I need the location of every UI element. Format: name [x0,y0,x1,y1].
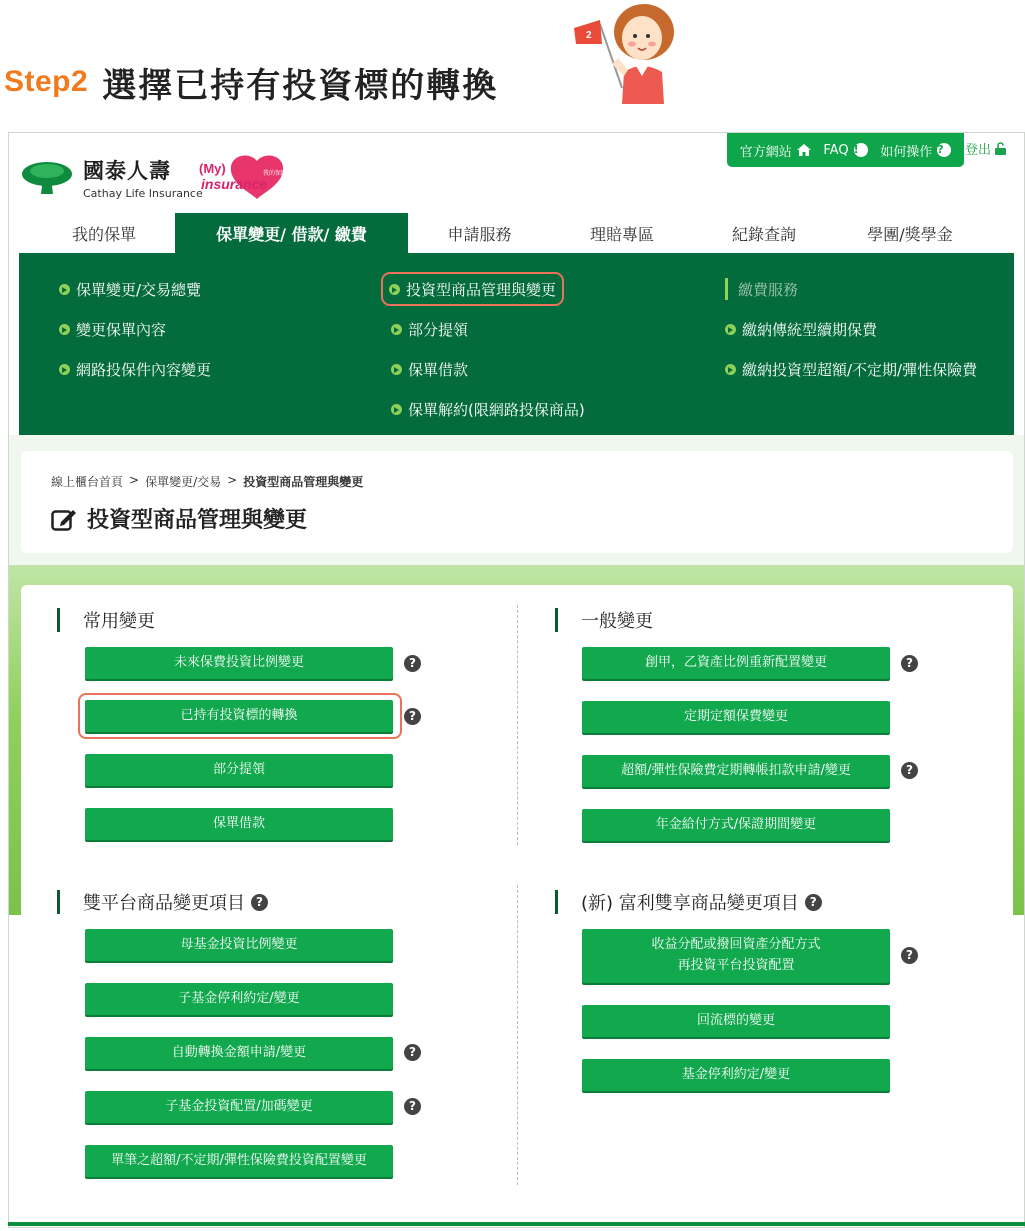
submenu-item-investment-mgmt[interactable] [391,269,585,309]
arrow-bullet-icon [389,284,400,295]
header-card [21,451,1013,553]
help-icon[interactable]: ? [404,655,421,672]
breadcrumb-home[interactable]: 線上櫃台首頁 [51,475,124,489]
mascot-illustration [566,2,676,104]
nav-label: 學團/獎學金 [867,224,953,244]
help-icon[interactable]: ? [805,894,822,911]
submenu-item[interactable] [391,349,585,389]
question-icon: ? [937,143,951,157]
nav-label: 理賠專區 [589,224,654,244]
highlight-box [383,274,562,304]
arrow-bullet-icon [59,284,70,295]
nav-label: 保單變更/ 借款/ 繳費 [216,224,367,244]
step-number: Step2 [4,65,89,98]
nav-scholarship[interactable] [835,213,985,253]
breadcrumb-level2[interactable]: 保單變更/交易 [145,475,222,489]
submenu-label: 繳納傳統型續期保費 [742,320,878,339]
submenu-item[interactable] [391,309,585,349]
unlock-icon [995,142,1006,155]
btn-fund-take-profit[interactable]: 基金停利約定/變更 [582,1059,890,1091]
btn-annuity-payment[interactable]: 年金給付方式/保證期間變更 [582,809,890,841]
nav-claims[interactable] [551,213,693,253]
how-to-link[interactable] [880,141,951,160]
content-card [21,585,1013,1225]
btn-child-fund-allocation[interactable]: 子基金投資配置/加碼變更 [85,1091,393,1123]
nav-records[interactable] [693,213,835,253]
btn-single-excess-allocation[interactable]: 單筆之超額/不定期/彈性保險費投資配置變更 [85,1145,393,1177]
step-title: 選擇已持有投資標的轉換 [102,65,499,106]
btn-excess-premium-debit[interactable]: 超額/彈性保險費定期轉帳扣款申請/變更 [582,755,890,787]
help-icon[interactable]: ? [901,947,918,964]
main-nav [33,213,1023,253]
nav-policy-change[interactable] [175,213,408,253]
btn-regular-premium-change[interactable]: 定期定額保費變更 [582,701,890,733]
submenu-item[interactable] [59,349,211,389]
submenu-label: 部分提領 [408,320,469,339]
top-utility-bar [727,133,964,167]
nav-label: 我的保單 [71,224,136,244]
cathay-logo[interactable] [21,155,203,200]
breadcrumb-separator: > [227,473,238,487]
submenu-label: 變更保單內容 [76,320,167,339]
submenu-label: 投資型商品管理與變更 [406,280,557,299]
btn-auto-switch-amount[interactable]: 自動轉換金額申請/變更 [85,1037,393,1069]
submenu-item[interactable] [391,389,585,429]
column-divider [517,605,518,845]
section-title-text: 雙平台商品變更項目 [83,893,245,914]
btn-partial-withdrawal[interactable]: 部分提領 [85,754,393,786]
submenu-label: 保單解約(限網路投保商品) [408,400,585,419]
btn-fund-switch[interactable]: 已持有投資標的轉換 [85,700,393,732]
submenu-item[interactable] [725,349,977,389]
official-site-link[interactable] [740,141,811,160]
help-icon[interactable]: ? [404,1098,421,1115]
btn-income-distribution[interactable]: 收益分配或撥回資產分配方式 再投資平台投資配置 [582,929,890,983]
btn-policy-loan[interactable]: 保單借款 [85,808,393,840]
page-title-text: 投資型商品管理與變更 [87,508,308,533]
help-icon[interactable]: ? [901,655,918,672]
btn-asset-reallocation[interactable]: 創甲，乙資產比例重新配置變更 [582,647,890,679]
section-title-text: 常用變更 [83,611,155,632]
page-title [51,503,307,534]
btn-future-premium-ratio[interactable]: 未來保費投資比例變更 [85,647,393,679]
breadcrumb [51,473,363,490]
tree-logo-icon [21,160,73,196]
submenu-col-3 [725,269,977,389]
arrow-bullet-icon [391,324,402,335]
btn-child-fund-take-profit[interactable]: 子基金停利約定/變更 [85,983,393,1015]
section-title-text: 一般變更 [581,611,653,632]
official-site-label: 官方網站 [739,144,792,160]
section-title-text: (新) 富利雙享商品變更項目 [581,893,799,914]
submenu-col-1 [59,269,211,389]
edit-icon [51,507,77,531]
faq-label: FAQ [823,142,849,158]
insurance-text: insurance [201,176,268,192]
help-icon[interactable]: ? [901,762,918,779]
payment-service-header: 繳費服務 [725,278,798,300]
faq-link[interactable] [823,143,867,158]
step-header [4,58,498,106]
breadcrumb-separator: > [129,473,140,487]
my-text: (My) [199,161,226,176]
section-title-fuli [581,889,822,915]
submenu-label: 保單借款 [408,360,469,379]
frame-bottom-border [8,1222,1025,1226]
home-icon [797,144,811,156]
section-title-general [581,607,653,633]
help-icon[interactable]: ? [404,708,421,725]
submenu-item[interactable] [59,269,211,309]
arrow-bullet-icon [59,364,70,375]
flag-number: 2 [586,30,592,41]
nav-my-policy[interactable] [33,213,175,253]
arrow-bullet-icon [59,324,70,335]
section-title-dual [83,889,268,915]
column-divider [517,885,518,1185]
nav-label: 紀錄查詢 [731,224,796,244]
nav-label: 申請服務 [447,224,512,244]
arrow-bullet-icon [391,404,402,415]
my-insurance-sub: 我的保險 [263,170,288,177]
help-icon[interactable]: ? [404,1044,421,1061]
submenu-col-2 [391,269,585,429]
exclamation-icon: ! [854,143,868,157]
website-frame [8,132,1025,1228]
how-to-label: 如何操作 [880,144,933,160]
submenu-header [725,269,977,309]
submenu-label: 繳納投資型超額/不定期/彈性保險費 [742,360,978,379]
nav-apply-service[interactable] [408,213,551,253]
help-icon[interactable]: ? [251,894,268,911]
arrow-bullet-icon [391,364,402,375]
arrow-bullet-icon [725,324,736,335]
logo-english-name: Cathay Life Insurance [83,187,203,200]
submenu-item[interactable] [725,309,977,349]
breadcrumb-current: 投資型商品管理與變更 [243,475,364,489]
my-insurance-logo [197,153,297,203]
arrow-bullet-icon [725,364,736,375]
submenu-item[interactable] [59,309,211,349]
section-title-common [83,607,155,633]
logo-chinese-name: 國泰人壽 [83,159,171,183]
submenu-label: 保單變更/交易總覽 [76,280,202,299]
btn-return-target-change[interactable]: 回流標的變更 [582,1005,890,1037]
logout-link[interactable] [965,139,1006,158]
submenu-label: 網路投保件內容變更 [76,360,212,379]
btn-parent-fund-ratio[interactable]: 母基金投資比例變更 [85,929,393,961]
logout-label: 登出 [965,143,992,158]
policy-change-submenu [19,253,1014,435]
